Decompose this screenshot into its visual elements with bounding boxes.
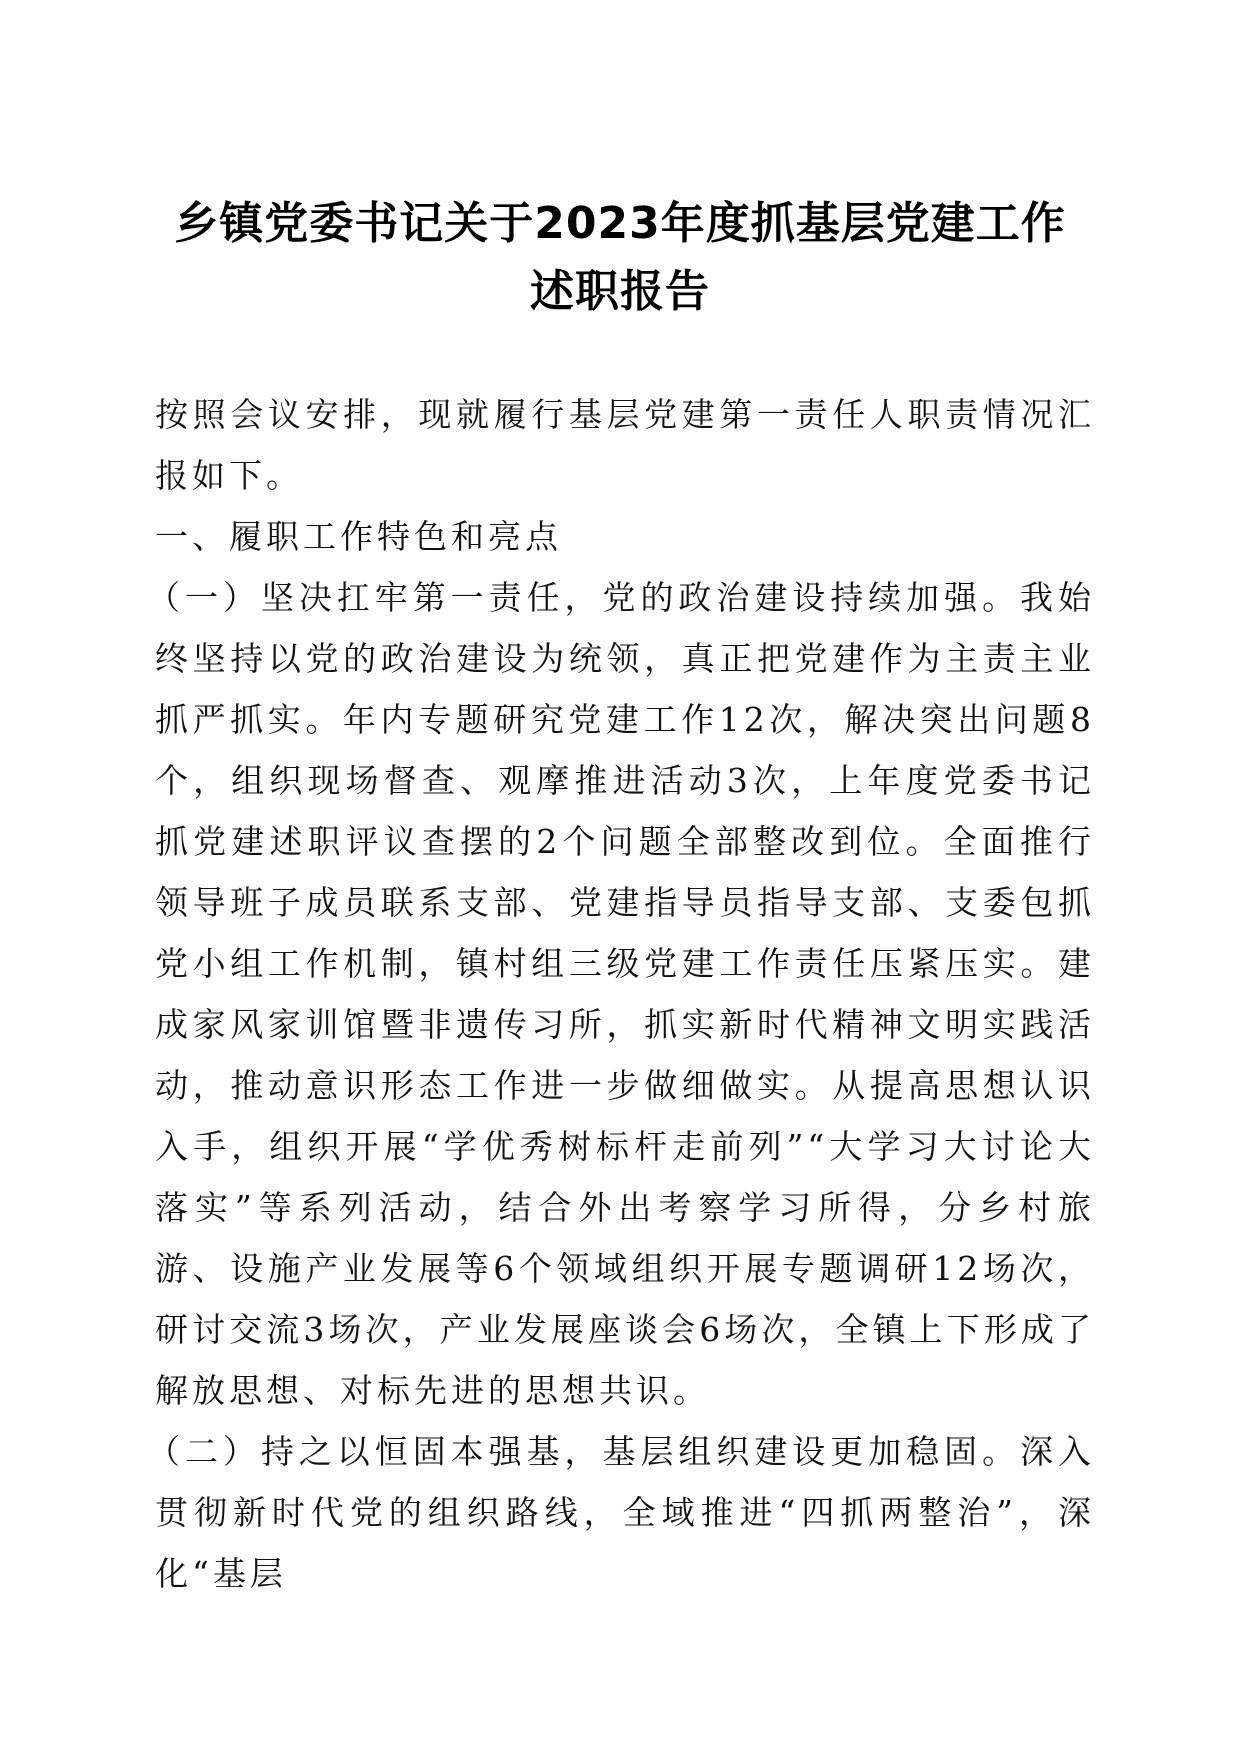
intro-paragraph: 按照会议安排，现就履行基层党建第一责任人职责情况汇报如下。: [155, 395, 1095, 495]
paragraph-2: （二）持之以恒固本强基，基层组织建设更加稳固。深入贯彻新时代党的组织路线，全域推进“四抓两整治”，深化“基层: [147, 1432, 1095, 1593]
paragraph-1: （一）坚决扛牢第一责任，党的政治建设持续加强。我始终坚持以党的政治建设为统领，真正把党建作为主责主业抓严抓实。年内专题研究党建工作12次，解决突出问题8个，组织现场督查、观摩推进活动3次，上年度党委书记抓党建述职评议查摆的2个问题全部整改到位。全面推行领导班子成员联系支部、党建指导员指导支部、支委包抓党小组工作机制，镇村组三级党建工作责任压紧压实。建成家风家训馆暨非遗传习所，抓实新时代精神文明实践活动，推动意识形态工作进一步做细做实。从提高思想认识入手，组织开展“学优秀树标杆走前列”“大学习大讨论大落实”等系列活动，结合外出考察学习所得，分乡村旅游、设施产业发展等6个领域组织开展专题调研12场次，研讨交流3场次，产业发展座谈会6场次，全镇上下形成了解放思想、对标先进的思想共识。: [147, 578, 1095, 1410]
document-body: [147, 384, 1095, 1604]
title-line-1: 乡镇党委书记关于2023年度抓基层党建工作: [174, 198, 1066, 249]
title-line-2: 述职报告: [530, 266, 710, 317]
document-title: [100, 190, 1140, 326]
section-heading-1: 一、履职工作特色和亮点: [155, 517, 562, 556]
